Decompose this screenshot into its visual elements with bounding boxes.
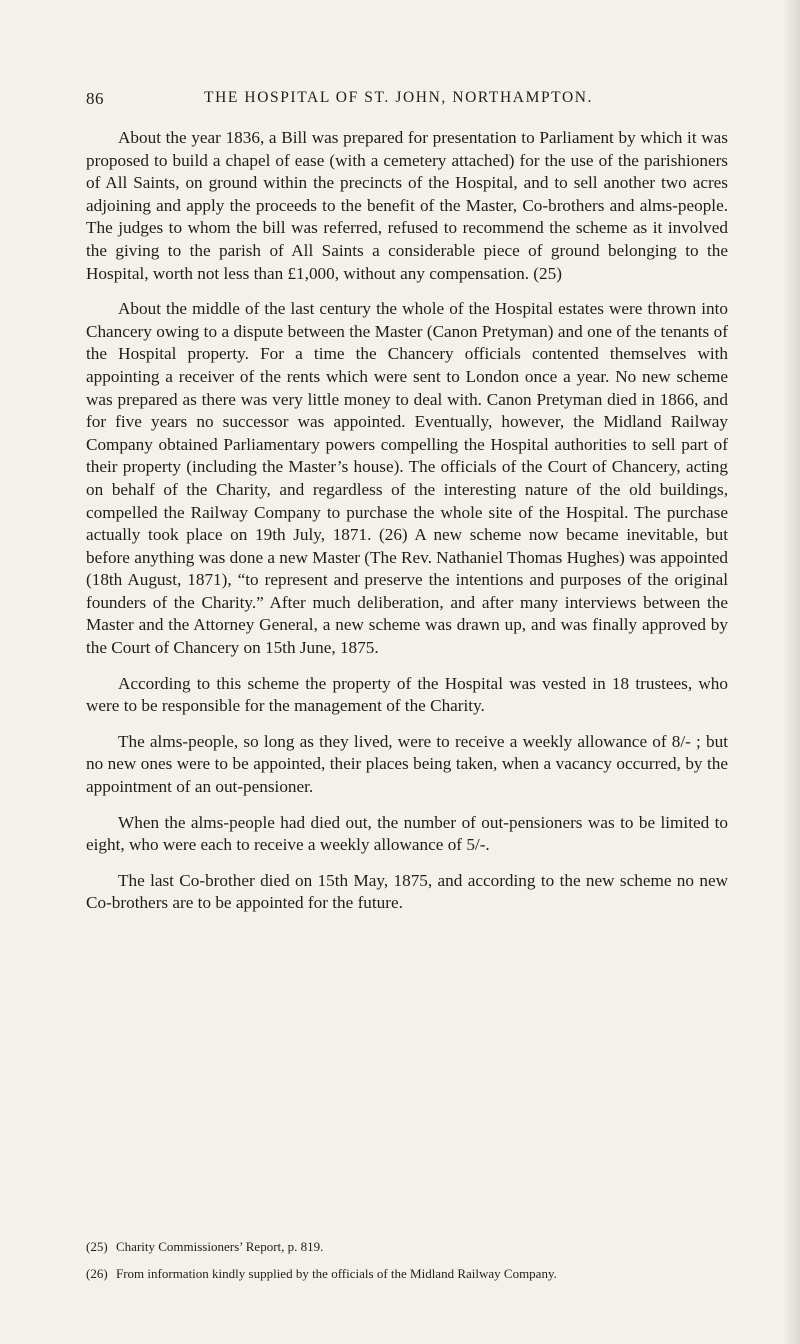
paragraph-6: The last Co-brother died on 15th May, 1875, and according to the new scheme no new Co-brothers are to be appointed for the future. — [86, 870, 728, 913]
paragraph-1: About the year 1836, a Bill was prepared for presentation to Parliament by which it was proposed to build a chapel of ease (with a cemetery attached) for the use of the parishioners of All Saints, on ground within the precincts of the Hospital, and to sell another two acres adjoining and apply the proceeds to the benefit of the Master, Co-brothers and alms-people. The judges to whom the bill was referred, refused to recommend the scheme as it involved the giving to the parish of All Saints a considerable piece of ground belonging to the Hospital, worth not less than £1,000, without any compensation. (25) — [86, 128, 728, 283]
paragraph-2: About the middle of the last century the whole of the Hospital estates were thrown into Chancery owing to a dispute between the Master (Canon Pretyman) and one of the tenants of the Hospital property. For a time the Chancery officials contented themselves with appointing a receiver of the rents which were sent to London once a year. No new scheme was prepared as there was very little money to deal with. Canon Pretyman died in 1866, and for five years no successor was appointed. Eventually, however, the Midland Railway Company obtained Parliamentary powers compelling the Hospital authorities to sell part of their property (including the Master’s house). The officials of the Court of Chancery, acting on behalf of the Charity, and regardless of the interesting nature of the old buildings, compelled the Railway Company to purchase the whole site of the Hospital. The purchase actually took place on 19th July, 1871. (26) A new scheme now became inevitable, but before anything was done a new Master (The Rev. Nathaniel Thomas Hughes) was appointed (18th August, 1871), “to represent and preserve the intentions and purposes of the original founders of the Charity.” After much deliberation, and after many interviews between the Master and the Attorney General, a new scheme was drawn up, and was finally approved by the Court of Chancery on 15th June, 1875. — [86, 299, 728, 658]
page-number: 86 — [86, 89, 104, 108]
footnote-mark: (25) — [86, 1239, 108, 1254]
paragraph-4: The alms-people, so long as they lived, were to receive a weekly allowance of 8/- ; but no new ones were to be appointed, their places being taken, when a vacancy occurred, by the appointment of an out-pensioner. — [86, 731, 728, 797]
paragraph-3: According to this scheme the property of the Hospital was vested in 18 trustees, who were to be responsible for the management of the Charity. — [86, 673, 728, 716]
footnote-mark: (26) — [86, 1266, 108, 1281]
page-edge-shadow — [782, 0, 800, 1344]
footnote-25 — [86, 1236, 728, 1258]
footnotes — [86, 1236, 728, 1290]
footnote-text: Charity Commissioners’ Report, p. 819. — [116, 1239, 324, 1254]
footnote-26 — [86, 1263, 728, 1285]
paragraph-5: When the alms-people had died out, the number of out-pensioners was to be limited to eight, who were each to receive a weekly allowance of 5/-. — [86, 812, 728, 855]
footnote-text: From information kindly supplied by the officials of the Midland Railway Company. — [116, 1266, 557, 1281]
body-text — [86, 127, 728, 924]
page-header — [86, 89, 726, 111]
running-title: THE HOSPITAL OF ST. JOHN, NORTHAMPTON. — [204, 89, 594, 106]
